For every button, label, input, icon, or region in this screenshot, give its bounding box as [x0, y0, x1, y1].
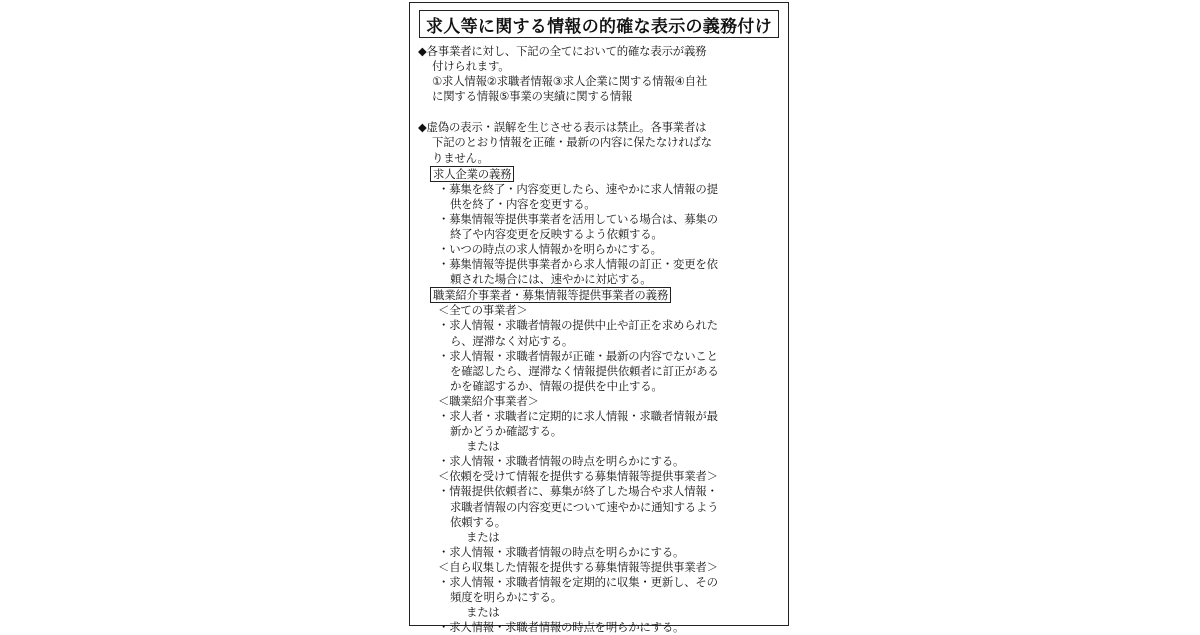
text-line: ①求人情報②求職者情報③求人企業に関する情報④自社 — [432, 74, 708, 89]
text-line: ・情報提供依頼者に、募集が終了した場合や求人情報・ — [438, 484, 718, 499]
text-line: りません。 — [432, 150, 489, 165]
text-line: ＜全ての事業者＞ — [438, 303, 528, 318]
text-line: ら、遅滞なく対応する。 — [450, 333, 574, 348]
text-line: 終了や内容変更を反映するよう依頼する。 — [450, 226, 663, 241]
text-line: ・募集を終了・内容変更したら、速やかに求人情報の提 — [438, 181, 718, 196]
text-line: 供を終了・内容を変更する。 — [450, 196, 596, 211]
text-line: ・求人情報・求職者情報が正確・最新の内容でないこと — [438, 348, 718, 363]
text-line: 新かどうか確認する。 — [450, 424, 562, 439]
document-title: 求人等に関する情報の的確な表示の義務付け — [419, 10, 779, 38]
notice-panel — [409, 2, 789, 635]
text-line: かを確認するか、情報の提供を中止する。 — [450, 378, 663, 393]
text-line: 下記のとおり情報を正確・最新の内容に保たなければな — [432, 135, 712, 150]
text-line: ＜自ら収集した情報を提供する募集情報等提供事業者＞ — [438, 559, 718, 574]
text-line: 頻度を明らかにする。 — [450, 590, 562, 605]
text-line: を確認したら、遅滞なく情報提供依頼者に訂正がある — [450, 363, 719, 378]
spacer — [418, 104, 784, 120]
text-line: ◆虚偽の表示・誤解を生じさせる表示は禁止。各事業者は — [418, 120, 707, 135]
text-line: 求職者情報の内容変更について速やかに通知するよう — [450, 499, 719, 514]
text-line: ・求人情報・求職者情報の時点を明らかにする。 — [438, 544, 685, 559]
text-line: ・求人情報・求職者情報の時点を明らかにする。 — [438, 620, 685, 635]
section-heading-row — [418, 287, 784, 303]
text-line: ・求人情報・求職者情報を定期的に収集・更新し、その — [438, 575, 718, 589]
text-line: ・募集情報等提供事業者を活用している場合は、募集の — [438, 211, 718, 226]
text-line: または — [466, 529, 500, 544]
text-line: ＜職業紹介事業者＞ — [438, 393, 539, 408]
text-line: ・求人者・求職者に定期的に求人情報・求職者情報が最 — [438, 408, 718, 423]
text-line: ◆各事業者に対し、下記の全てにおいて的確な表示が義務 — [418, 44, 707, 58]
text-line: ・いつの時点の求人情報かを明らかにする。 — [438, 242, 662, 257]
text-line: ＜依頼を受けて情報を提供する募集情報等提供事業者＞ — [438, 469, 718, 484]
text-line: または — [466, 439, 500, 454]
section-heading: 求人企業の義務 — [430, 166, 514, 182]
text-line: 依頼する。 — [450, 514, 506, 529]
text-line: 頼された場合には、速やかに対応する。 — [450, 272, 652, 287]
text-line: ・募集情報等提供事業者から求人情報の訂正・変更を依 — [438, 257, 718, 272]
text-line: ・求人情報・求職者情報の時点を明らかにする。 — [438, 454, 685, 469]
section-heading-row — [418, 166, 784, 182]
text-line: 付けられます。 — [432, 59, 510, 74]
text-line: に関する情報⑤事業の実績に関する情報 — [432, 89, 633, 104]
document-body — [418, 44, 784, 635]
text-line: または — [466, 605, 500, 620]
section-heading: 職業紹介事業者・募集情報等提供事業者の義務 — [430, 287, 671, 303]
text-line: ・求人情報・求職者情報の提供中止や訂正を求められた — [438, 318, 718, 333]
